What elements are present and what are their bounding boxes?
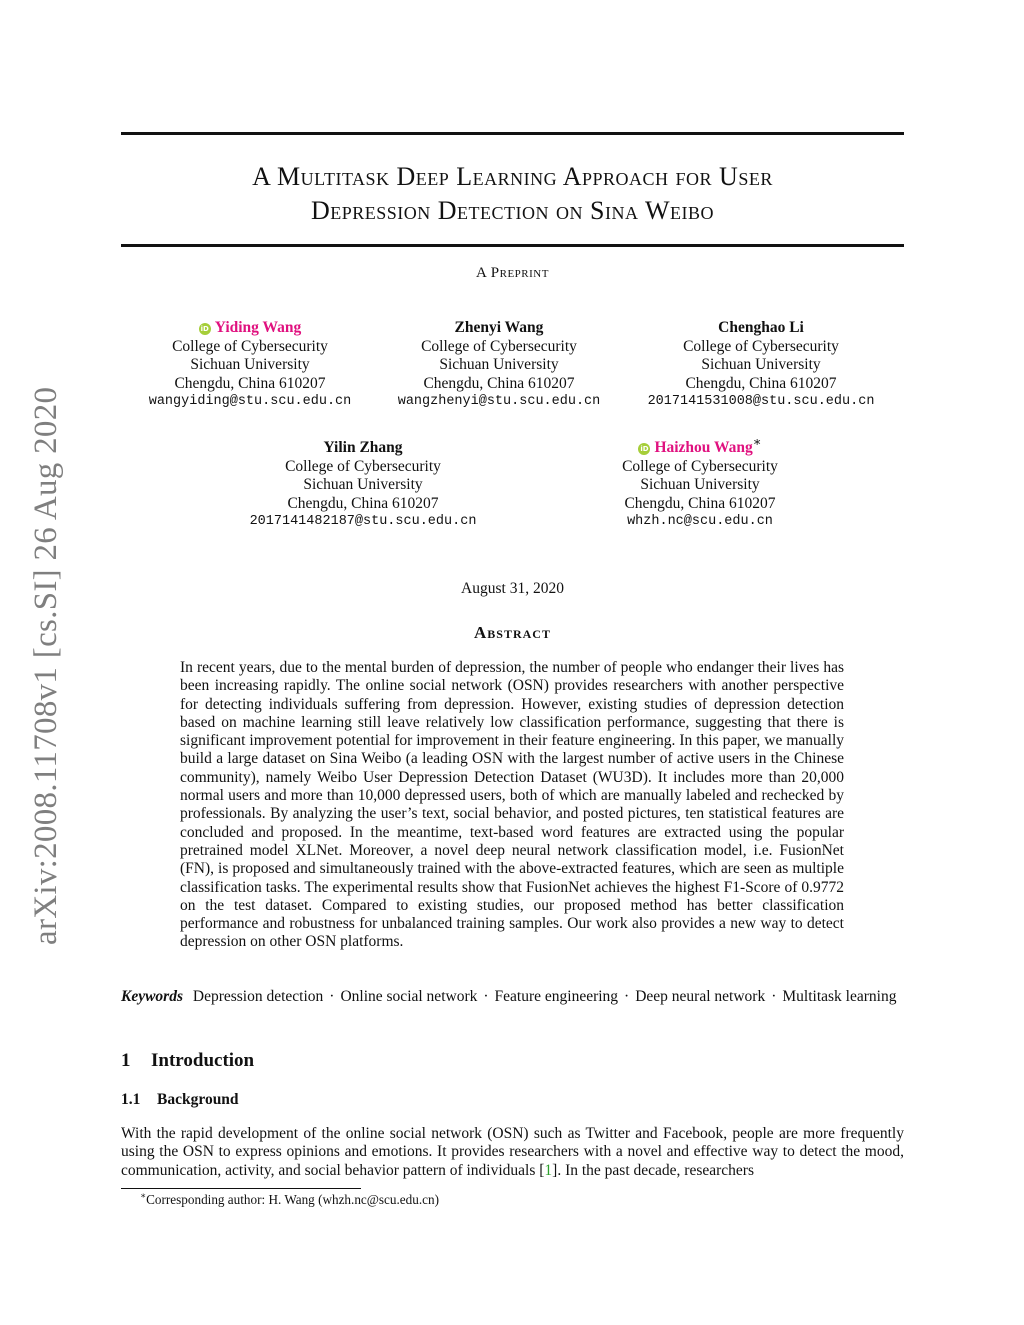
orcid-icon[interactable]: iD	[200, 325, 209, 333]
footnote-text: Corresponding author: H. Wang (whzh.nc@scu.edu.cn)	[146, 1192, 439, 1207]
author-university: Sichuan University	[190, 356, 310, 373]
author-department: College of Cybersecurity	[622, 457, 778, 475]
preprint-label: A Preprint	[476, 265, 549, 281]
author-university: Sichuan University	[701, 356, 821, 373]
orcid-icon[interactable]: iD	[640, 445, 649, 453]
footnote-marker[interactable]: ∗	[752, 433, 762, 449]
subsection-number: 1.1	[121, 1091, 141, 1108]
author-name-link[interactable]: iD Yiding Wang	[200, 319, 302, 336]
section-number: 1	[121, 1050, 131, 1071]
section-title: Introduction	[151, 1050, 255, 1071]
keyword-separator: ·	[771, 988, 777, 1005]
keywords-label: Keywords	[121, 988, 183, 1005]
section-heading-introduction	[121, 1050, 254, 1072]
author-university: Sichuan University	[439, 356, 559, 373]
author-email: 2017141531008@stu.scu.edu.cn	[647, 394, 875, 409]
author-block-2	[379, 319, 619, 412]
author-email: wangzhenyi@stu.scu.edu.cn	[397, 394, 601, 409]
keyword-separator: ·	[329, 988, 335, 1005]
title-line-2: Depression Detection on Sina Weibo	[310, 196, 715, 225]
author-university: Sichuan University	[640, 476, 760, 493]
author-email: wangyiding@stu.scu.edu.cn	[148, 394, 352, 409]
author-email: 2017141482187@stu.scu.edu.cn	[249, 514, 477, 529]
citation-link[interactable]: 1	[544, 1161, 553, 1179]
author-address: Chengdu, China 610207	[423, 374, 575, 392]
author-block-5	[580, 433, 820, 532]
publication-date: August 31, 2020	[461, 580, 564, 597]
author-address: Chengdu, China 610207	[287, 494, 439, 512]
author-department: College of Cybersecurity	[421, 337, 577, 355]
author-name: Zhenyi Wang	[454, 319, 544, 336]
body-paragraph: With the rapid development of the online social network (OSN) such as Twitter and Facebook, people are more frequently using the OSN to express opinions and emotions. It provides researchers with a novel and effective way to detect the mood, communication, activity, and social behavior pattern of individuals [1]. In the past decade, researchers	[121, 1125, 904, 1179]
keyword: Feature engineering	[494, 988, 619, 1005]
author-address: Chengdu, China 610207	[685, 374, 837, 392]
author-department: College of Cybersecurity	[683, 337, 839, 355]
keyword-separator: ·	[624, 988, 630, 1005]
subsection-title: Background	[157, 1091, 239, 1108]
paper-title	[121, 160, 904, 228]
keyword: Multitask learning	[782, 988, 897, 1005]
author-block-1	[130, 319, 370, 412]
author-address: Chengdu, China 610207	[624, 494, 776, 512]
footnote-mark: ∗	[140, 1190, 147, 1201]
title-line-1: A Multitask Deep Learning Approach for User	[252, 162, 773, 191]
author-address: Chengdu, China 610207	[174, 374, 326, 392]
author-name-link[interactable]: iD Haizhou Wang∗	[640, 433, 762, 456]
keyword-separator: ·	[483, 988, 489, 1005]
author-university: Sichuan University	[303, 476, 423, 493]
footnote	[140, 1192, 439, 1208]
author-email: whzh.nc@scu.edu.cn	[627, 514, 773, 529]
author-name: Chenghao Li	[718, 319, 804, 336]
keyword: Deep neural network	[635, 988, 766, 1005]
subsection-heading-background	[121, 1091, 239, 1109]
keyword: Online social network	[340, 988, 478, 1005]
footnote-rule	[121, 1188, 361, 1189]
title-bottom-rule	[121, 244, 904, 247]
author-department: College of Cybersecurity	[285, 457, 441, 475]
author-name: Yilin Zhang	[323, 439, 403, 456]
abstract-text: In recent years, due to the mental burden of depression, the number of people who endanger their lives has been increasing rapidly. The online social network (OSN) provides researchers with another perspective for detecting individuals suffering from depression. However, existing studies of depression detection based on machine learning still leave relatively low classification performance, suggesting that there is significant improvement potential for improvement in their feature engineering. In this paper, we manually build a large dataset on Sina Weibo (a leading OSN with the largest number of active users in the Chinese community), namely Weibo User Depression Detection Dataset (WU3D). It includes more than 20,000 normal users and more than 10,000 depressed users, both of which are manually labeled and rechecked by professionals. By analyzing the user’s text, social behavior, and posted pictures, ten statistical features are concluded and proposed. In the meantime, text-based word features are extracted using the popular pretrained model XLNet. Moreover, a novel deep neural network classification model, i.e. FusionNet (FN), is proposed and simultaneously trained with the above-extracted features, which are seen as multiple classification tasks. The experimental results show that FusionNet achieves the highest F1-Score of 0.9772 on the test dataset. Compared to existing studies, our proposed method has better classification performance and robustness for unbalanced training samples. Our work also provides a new way to detect depression on other OSN platforms.	[180, 659, 844, 951]
title-top-rule	[121, 132, 904, 135]
arxiv-identifier-stamp: arXiv:2008.11708v1 [cs.SI] 26 Aug 2020	[28, 386, 64, 945]
abstract-heading: Abstract	[474, 623, 551, 642]
author-department: College of Cybersecurity	[172, 337, 328, 355]
author-block-4	[243, 439, 483, 532]
keyword: Depression detection	[192, 988, 324, 1005]
author-block-3	[641, 319, 881, 412]
keywords-line	[121, 988, 904, 1007]
